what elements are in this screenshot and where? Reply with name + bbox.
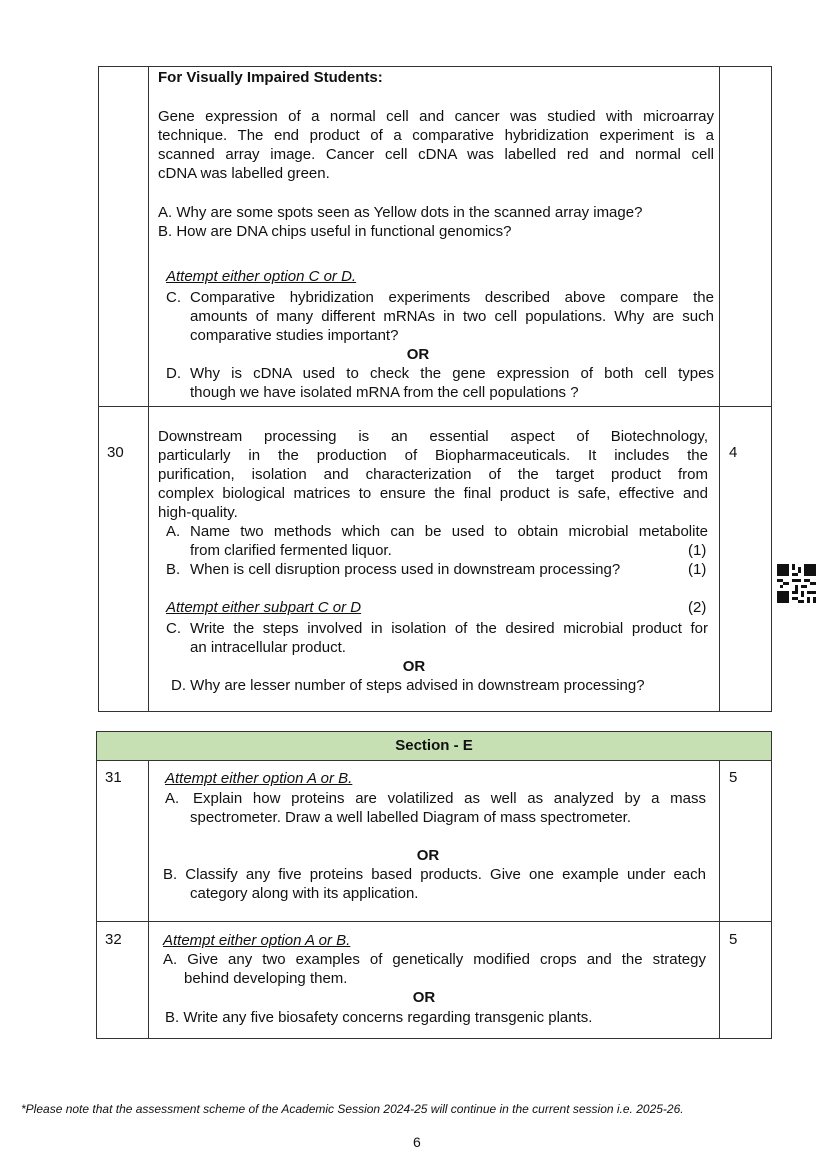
q32-b-text: B. Write any five biosafety concerns regarding transgenic plants. [165,1009,593,1026]
vi-heading: For Visually Impaired Students: [158,69,383,86]
question-marks: 4 [729,444,738,461]
q30-c-line: Write the steps involved in isolation of the desired microbial product for [190,620,708,637]
q30-or-divider: OR [402,658,426,675]
q31-a-label: A. [165,790,180,807]
q32-attempt-instruction: Attempt either option A or B. [163,932,351,949]
vi-para-line: scanned array image. Cancer cell cDNA was labelled red and normal cell [158,146,714,163]
q31-or-divider: OR [416,847,440,864]
q30-b-text: When is cell disruption process used in downstream processing? [190,561,621,578]
q30-d-text: D. Why are lesser number of steps advised in downstream processing? [171,677,645,694]
q30-a-line: from clarified fermented liquor. [190,542,392,559]
q32-or-divider: OR [412,989,436,1006]
q30-b-marks: (1) [688,561,707,578]
q30-attempt-instruction: Attempt either subpart C or D [166,599,362,616]
q32-a-line: behind developing them. [184,970,348,987]
section-e-header: Section - E [96,731,772,761]
q30-a-line: Name two methods which can be used to obtain microbial metabolite [190,523,708,540]
qr-code-icon [777,564,816,603]
q31-a-line: Explain how proteins are volatilized as well as analyzed by a mass [193,790,706,807]
vi-question-d-line: though we have isolated mRNA from the cell populations ? [190,384,579,401]
question-number: 31 [105,769,122,786]
question-number: 30 [107,444,124,461]
vi-question-d-label: D. [166,365,181,382]
page-number: 6 [413,1134,421,1150]
q30-para-line: complex biological matrices to ensure the final product is safe, effective and [158,485,708,502]
q30-para-line: Downstream processing is an essential aspect of Biotechnology, [158,428,708,445]
assessment-note: *Please note that the assessment scheme of the Academic Session 2024-25 will continue in the current session i.e. 2025-26. [21,1102,684,1116]
vi-question-a: A. Why are some spots seen as Yellow dots in the scanned array image? [158,204,643,221]
question-marks: 5 [729,931,738,948]
q30-a-marks: (1) [688,542,707,559]
q30-attempt-marks: (2) [688,599,707,616]
q31-attempt-instruction: Attempt either option A or B. [165,770,353,787]
question-number: 32 [105,931,122,948]
q31-b-line: category along with its application. [190,885,419,902]
vi-question-c-label: C. [166,289,181,306]
q32-a-line: A. Give any two examples of genetically modified crops and the strategy [163,951,706,968]
q31-a-line: spectrometer. Draw a well labelled Diagram of mass spectrometer. [190,809,632,826]
vi-question-c-line: amounts of many different mRNAs in two cell populations. Why are such [190,308,714,325]
q30-a-label: A. [166,523,181,540]
vi-attempt-instruction: Attempt either option C or D. [166,268,357,285]
q30-b-label: B. [166,561,181,578]
vi-para-line: cDNA was labelled green. [158,165,330,182]
vi-para-line: technique. The end product of a comparative hybridization experiment is a [158,127,714,144]
q31-b-line: B. Classify any five proteins based products. Give one example under each [163,866,706,883]
q30-para-line: high-quality. [158,504,238,521]
vi-question-d-line: Why is cDNA used to check the gene expression of both cell types [190,365,714,382]
vi-or-divider: OR [406,346,430,363]
vi-question-c-line: Comparative hybridization experiments described above compare the [190,289,714,306]
q30-para-line: particularly in the production of Biopharmaceuticals. It includes the [158,447,708,464]
q30-para-line: purification, isolation and characterization of the target product from [158,466,708,483]
q30-c-line: an intracellular product. [190,639,346,656]
question-marks: 5 [729,769,738,786]
q30-c-label: C. [166,620,181,637]
vi-question-b: B. How are DNA chips useful in functional genomics? [158,223,512,240]
vi-para-line: Gene expression of a normal cell and cancer was studied with microarray [158,108,714,125]
vi-question-c-line: comparative studies important? [190,327,399,344]
